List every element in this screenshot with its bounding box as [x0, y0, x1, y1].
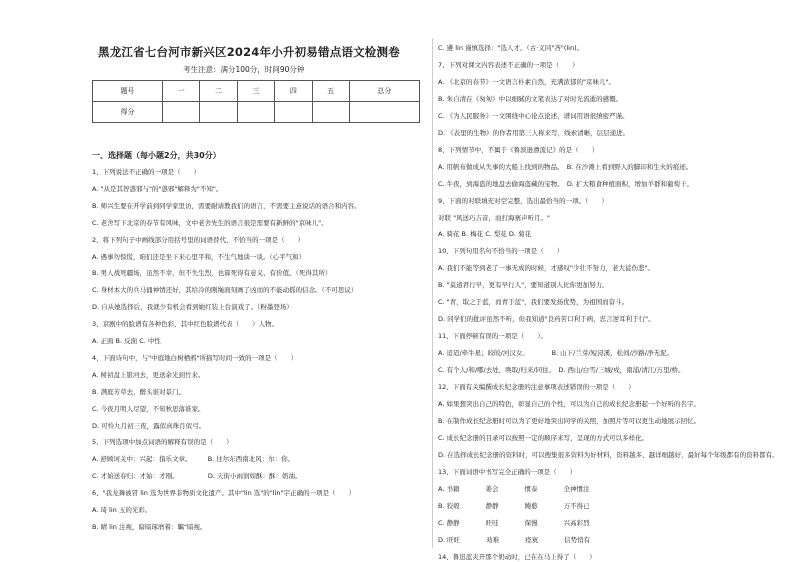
question-line: C. 才始送春归：才始：才刚。 D. 天街小雨润如酥：酥：奶油。 [92, 472, 302, 481]
question-line: B. 在制作成长纪念册时可以为了更好地突出同学的关照，加照片等可以更生动地展示回忆。 [438, 416, 701, 425]
question-line: B. 晴 lin 注视，暗暗琢磨着：瞩"暗视。 [92, 522, 207, 531]
score-cell: 三 [237, 81, 274, 102]
score-cell[interactable] [200, 102, 237, 123]
score-cell[interactable] [237, 102, 274, 123]
question-line: D. 《表里的生物》的作者用第三人称来写，线索清晰，层层递进。 [438, 128, 630, 137]
score-cell: 四 [275, 81, 312, 102]
question-line: 14、鲁迅蓝夹开那个奶动时，已在在马上得了（ ） [438, 552, 596, 561]
question-line: A. 用帆布做成从失事的大船上找到的物品。 B. 在沙滩上看到野人的脚印和生火的痕迹。 [438, 162, 693, 171]
question-line: 7、下列对课文内容表述不正确的一项是（ ） [438, 60, 579, 69]
question-line: C. 身材本大的兵马俑神情还好，其给冷的刚绳面刻画了凶而的不能动摇的信念。（不可思议） [92, 286, 358, 295]
score-cell: 五 [312, 81, 349, 102]
question-line: 8、下列情节中，不属于《鲁滨逊漂流记》的是（ ） [438, 145, 599, 154]
question-line: D. 在选择成长纪念册的资料时，可以搜集很多资料为好材料，资料越多、越详细越好，最好每个年级都有的资料都有。 [438, 450, 779, 459]
score-cell: 一 [163, 81, 200, 102]
question-line: 10、下列句用名句不恰当的一项是（ ） [438, 247, 564, 256]
question-line: C. 遴 lin 谨慎选择："选人才。（古·义同"吝"(lin)。 [438, 44, 584, 52]
score-cell[interactable] [349, 102, 419, 123]
score-cell: 总分 [349, 81, 419, 102]
question-line: 12、下面有关编撰成长纪念册的注意事项表述错误的一项是（ ） [438, 383, 635, 391]
question-line: 9、下面的对联填充对空完整，选出最恰当的一项。（ ） [438, 196, 608, 205]
exam-note: 考生注意：满分100分，时间90分钟 [183, 65, 305, 74]
question-line: A. 我们不能等到老了一事无成的时候，才感叹"少壮不努力，老大徒伤悲"。 [438, 264, 654, 273]
section-heading: 一、选择题（每小题2分，共30分） [92, 151, 221, 160]
column-divider [432, 38, 433, 548]
question-line: A. 骑花 B. 梅花 C. 梨花 D. 菊花 [438, 230, 532, 239]
score-cell: 题号 [93, 81, 163, 102]
question-line: C. 成长纪念册的目录可以按照一定的顺序来写，呈现的方式可以多样化。 [438, 433, 649, 442]
score-table [92, 80, 420, 123]
question-line: B. 朱自清在《匆匆》中以细腻的文笔表达了对时光流逝的感慨。 [438, 94, 623, 103]
question-line: D. 同学们的批评虽然不听，但我知道"良药苦口利于病，忠言逆耳利于行"。 [438, 315, 655, 324]
question-line: B. 狡毂 静静 鲍憨 万不得已 [438, 501, 590, 510]
question-line: 6、"我龙舞被冒 lin 选为世界非物质文化遗产。其中"lin 选"的"lin"字正确的一项是（ ） [92, 489, 355, 498]
score-table-header-row [93, 81, 420, 102]
question-line: B. 师兴生要在开学前到同学家里访，需要耐请教我们的语言，不需要主意说话的语合和内容。 [92, 201, 361, 210]
question-line: 1、下列说法不正确的一项是（ ） [92, 168, 201, 176]
question-line: D. 可怜九月初三夜，露似真珠月似弓。 [92, 421, 206, 430]
question-line: C. 今夜月明人尽望，不知秋思落谁家。 [92, 404, 205, 413]
question-line: A. 《北京的春节》一文语言朴素自然，充满浓郁的"京味儿"。 [438, 77, 615, 86]
question-line: A. 舒顾诃关中：兴起：指乐文章。 B. 往尔东西南北风：尔：你。 [92, 455, 295, 464]
question-line: C. 《为人民服务》一文围绕中心论点论述，谱词用语很缜密严谨。 [438, 111, 629, 120]
question-line: C. 老舍写下北京的春节有风味，文中老舍先生的语言很是需要有新鲜的"京味儿"。 [92, 218, 328, 227]
question-line: 5、下列选项中加点词语的解释有误的是（ ） [92, 438, 233, 447]
score-table-score-row [93, 102, 420, 123]
question-line: B. "莫道君行早，更有早行人"，要知道别人比你更加努力。 [438, 281, 609, 290]
question-line: A. "从是其智惑邪与"的"惑邪"解释为"不知"。 [92, 184, 223, 193]
question-line: A. 遇事勿惊慌，咱们还是坐下来心里平和，不生气地谈一谈。（心平气和） [92, 252, 306, 261]
question-line: 对联 "风送巧吉音，而打海寨声听月。" [438, 213, 551, 222]
question-line: D. 自从她选择后，我就少有机会看到她红装上台演戏了。（粉墨登场） [92, 303, 293, 312]
question-line: C. "青，取之于蓝，而青于蓝"，我们要发扬优势，为祖国而奋斗。 [438, 298, 629, 307]
question-line: 11、下面停顿有误的一项是（ ）。 [438, 332, 548, 341]
question-line: A. 如果想突出自己的特色，彰显自己的个性，可以为自己的成长纪念册起一个好听的名字。 [438, 399, 700, 408]
score-cell[interactable] [163, 102, 200, 123]
question-line: A. 迢迢/牵牛星；皎皎/河汉女。 B. 山下/兰芽/短浸溪，松间/沙路/净无泥。 [438, 349, 673, 358]
question-line: A. 正面 B. 反面 C. 中性 [92, 337, 161, 345]
question-line: 13、下面词语中书写完全正确的一项是（ ） [438, 467, 577, 476]
question-line: B. 满庭芳草去，醉头谁对景门。 [92, 387, 186, 396]
question-line: 2、将下列句子中画线部分用括号里的词语替代，不恰当的一项是（ ） [92, 235, 305, 244]
score-cell: 得分 [93, 102, 163, 123]
question-line: C. 静静 旺哇 保慢 兴高彩烈 [438, 518, 590, 527]
page-title: 黑龙江省七台河市新兴区2024年小升初易错点语文检测卷 [98, 45, 400, 59]
score-cell: 二 [200, 81, 237, 102]
question-line: C. 牛夜，到海盗的地盘去偷海盗藏的宝物。 D. 扩大粮食种植面积，增加羊群和葡萄干。 [438, 179, 694, 188]
score-cell[interactable] [312, 102, 349, 123]
score-cell[interactable] [275, 102, 312, 123]
question-line: 3、京剧中的脸谱有各种色彩，其中红色脸谱代表（ ）人物。 [92, 320, 279, 329]
question-line: C. 有个人/和/哪/去处，唤取/归来/同住。 D. 西山/白雪/三城/戍，南浦/清江/万里/桥。 [438, 366, 685, 375]
question-line: A. 书籍 姜会 惯泰 全神惯注 [438, 484, 590, 493]
question-line: 4、下面诗句中，与"中庭地白树栖鸦"所描写时间一致的一项是（ ） [92, 353, 298, 362]
question-line: A. 琦 lin 玉的光彩。 [92, 506, 152, 514]
question-line: B. 男人战死疆场，虽然不幸，但不失生烈，也算死得有意义、有价值。（死得其所） [92, 269, 332, 278]
question-line: D. 旺旺 劝难 痊寞 信势悄有 [438, 535, 591, 544]
question-line: A. 树初盘上银河去，更送余光到竹来。 [92, 370, 205, 379]
